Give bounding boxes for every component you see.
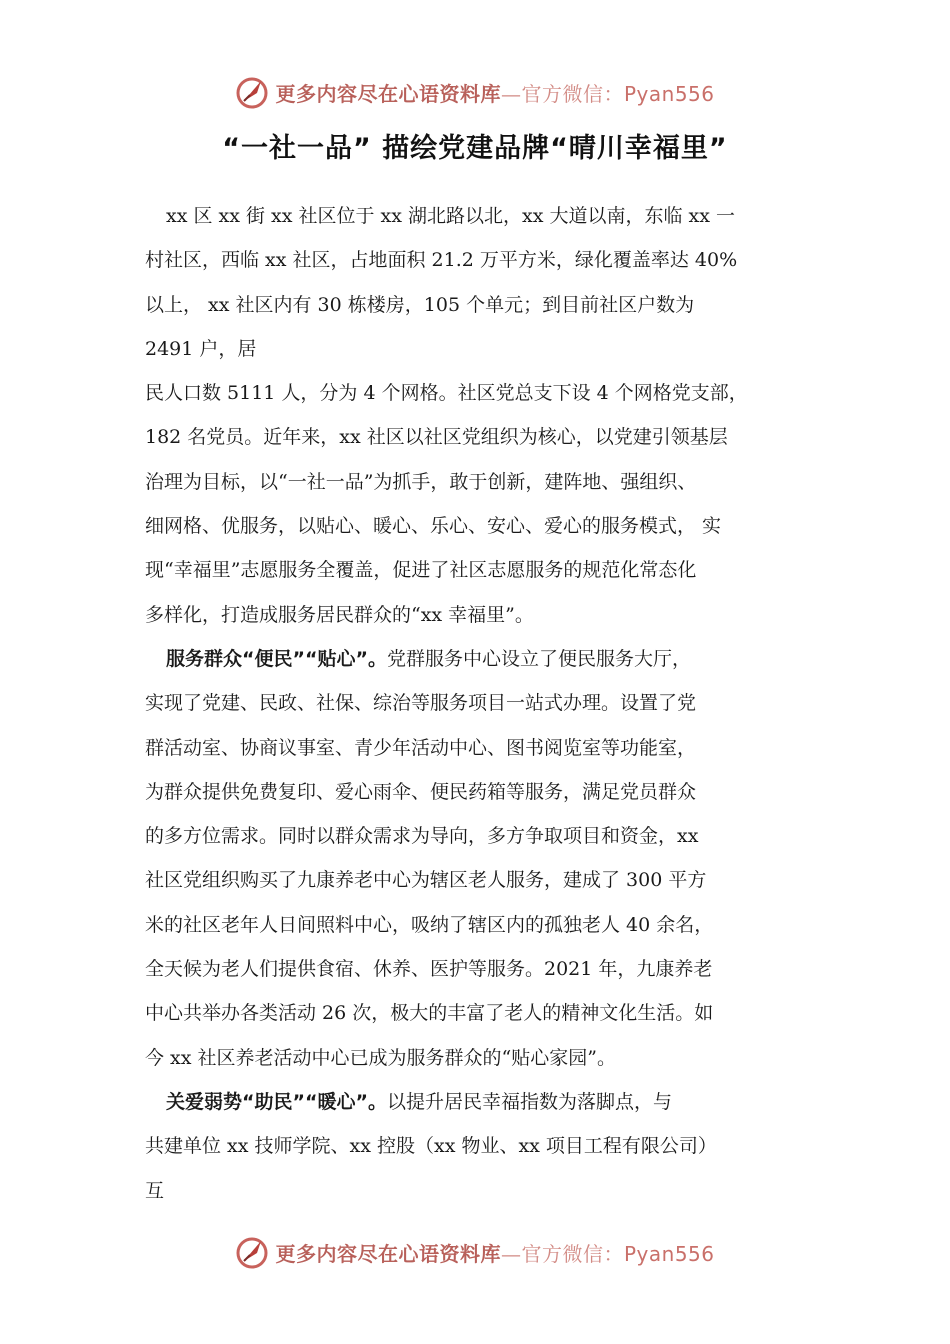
paragraph-care: [145, 1080, 807, 1213]
paragraph-line: 细网格、优服务，以贴心、暖心、乐心、安心、爱心的服务模式， 实: [145, 515, 722, 538]
paragraph-line: 182 名党员。近年来，xx 社区以社区党组织为核心，以党建引领基层: [145, 426, 728, 449]
paragraph-line: 村社区，西临 xx 社区，占地面积 21.2 万平方米，绿化覆盖率达 40%: [145, 249, 738, 272]
banner-text-wechat-id: Pyan556: [623, 81, 715, 106]
paragraph-line: 治理为目标，以“一社一品”为抓手，敢于创新，建阵地、强组织、: [145, 470, 697, 493]
paragraph-line: 今 xx 社区养老活动中心已成为服务群众的“贴心家园”。: [145, 1046, 616, 1069]
paragraph-line: 群活动室、协商议事室、青少年活动中心、图书阅览室等功能室，: [145, 736, 697, 759]
paragraph-line: 全天候为老人们提供食宿、休养、医护等服务。2021 年，九康养老: [145, 958, 713, 981]
banner-text-part2: —官方微信：: [500, 1241, 624, 1266]
paragraph-line: 的多方位需求。同时以群众需求为导向，多方争取项目和资金，xx: [145, 825, 699, 848]
paragraph-line: 米的社区老年人日间照料中心，吸纳了辖区内的孤独老人 40 余名，: [145, 913, 714, 936]
paragraph-line: 中心共举办各类活动 26 次，极大的丰富了老人的精神文化生活。如: [145, 1002, 714, 1025]
paragraph-text: 以提升居民幸福指数为落脚点，与: [386, 1090, 672, 1113]
paragraph-text: 党群服务中心设立了便民服务大厅，: [386, 647, 691, 670]
paragraph-line: 2491 户，居: [145, 337, 257, 360]
banner-text: [275, 1238, 714, 1267]
footer-watermark-banner: [0, 1232, 950, 1272]
paragraph-line: [145, 637, 807, 681]
paragraph-intro: [145, 194, 807, 637]
paragraph-line: 实现了党建、民政、社保、综治等服务项目一站式办理。设置了党: [145, 692, 697, 715]
banner-text-part1: 更多内容尽在心语资料库: [275, 1241, 501, 1266]
paragraph-line: 以上， xx 社区内有 30 栋楼房，105 个单元；到目前社区户数为: [145, 293, 695, 316]
banner-text-part2: —官方微信：: [500, 81, 624, 106]
quill-logo-icon: [235, 75, 269, 109]
paragraph-service: [145, 637, 807, 1080]
banner-text-part1: 更多内容尽在心语资料库: [275, 81, 501, 106]
paragraph-line: 互: [145, 1179, 165, 1202]
paragraph-line: 为群众提供免费复印、爱心雨伞、便民药箱等服务，满足党员群众: [145, 780, 697, 803]
quill-logo-icon: [235, 1235, 269, 1269]
paragraph-line: 共建单位 xx 技师学院、xx 控股（xx 物业、xx 项目工程有限公司）: [145, 1135, 717, 1158]
section-heading-service: 服务群众“便民”“贴心”。: [166, 647, 387, 670]
header-watermark-banner: [0, 72, 950, 112]
paragraph-line: 现“幸福里”志愿服务全覆盖，促进了社区志愿服务的规范化常态化: [145, 559, 697, 582]
paragraph-line: xx 区 xx 街 xx 社区位于 xx 湖北路以北，xx 大道以南，东临 xx 一: [166, 205, 735, 227]
section-heading-care: 关爱弱势“助民”“暖心”。: [166, 1090, 387, 1113]
paragraph-line: [145, 1080, 807, 1124]
paragraph-line: 多样化，打造成服务居民群众的“xx 幸福里”。: [145, 603, 534, 626]
document-body: [145, 194, 807, 1213]
paragraph-line: 民人口数 5111 人，分为 4 个网格。社区党总支下设 4 个网格党支部，: [145, 382, 748, 405]
banner-text-wechat-id: Pyan556: [623, 1241, 715, 1266]
paragraph-line: 社区党组织购买了九康养老中心为辖区老人服务，建成了 300 平方: [145, 869, 707, 892]
document-title: “一社一品” 描绘党建品牌“晴川幸福里”: [222, 133, 728, 164]
banner-text: [275, 78, 714, 107]
